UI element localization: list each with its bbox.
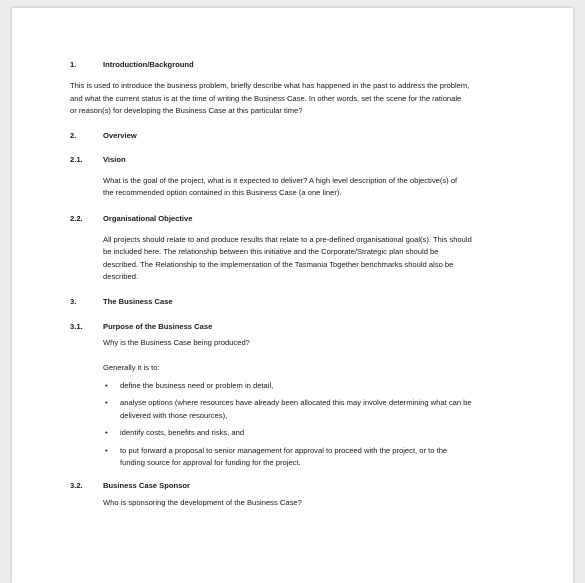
intro-paragraph	[70, 80, 540, 118]
heading-purpose	[70, 321, 540, 334]
text-line: delivered with those resources),	[120, 410, 228, 420]
section-number: 3.1.	[70, 321, 83, 331]
section-title: Overview	[103, 130, 137, 140]
bullet-icon: •	[105, 445, 108, 455]
bullet-icon: •	[105, 398, 108, 407]
purpose-bullet-list	[70, 380, 540, 470]
list-item	[70, 397, 540, 422]
bullet-icon: •	[105, 428, 108, 437]
heading-business-case	[70, 296, 540, 309]
text-line: described.	[103, 272, 139, 281]
section-number: 2.	[70, 130, 77, 140]
section-title: Introduction/Background	[103, 60, 194, 69]
section-title: The Business Case	[103, 296, 173, 306]
heading-sponsor	[70, 480, 540, 493]
section-number: 1.	[70, 60, 77, 69]
text-line: analyse options (where resources have already been allocated this may involve determining what can be	[120, 398, 472, 407]
list-item	[70, 380, 540, 393]
bullet-icon: •	[105, 380, 108, 390]
section-title: Vision	[103, 154, 126, 164]
document-body	[70, 59, 540, 509]
section-title: Business Case Sponsor	[103, 480, 190, 490]
text-line: This is used to introduce the business problem, briefly describe what has happened in the past to address the problem,	[70, 81, 470, 90]
section-title: Organisational Objective	[103, 213, 193, 223]
section-title: Purpose of the Business Case	[103, 321, 213, 331]
text-line: be included here. The relationship between this initiative and the Corporate/Strategic plan should be	[103, 247, 439, 256]
text-line: All projects should relate to and produce results that relate to a pre-defined organisational goal(s). This should	[103, 234, 472, 244]
text-line: define the business need or problem in detail,	[120, 380, 274, 390]
list-item	[70, 427, 540, 440]
section-number: 2.2.	[70, 213, 83, 223]
text-line: identify costs, benefits and risks, and	[120, 428, 245, 437]
text-line: What is the goal of the project, what is it expected to deliver? A high level description of the objective(s) of	[103, 175, 458, 185]
objective-paragraph	[70, 234, 540, 284]
generally-intro: Generally it is to:	[103, 363, 160, 372]
section-number: 3.2.	[70, 480, 83, 490]
vision-paragraph	[70, 175, 540, 200]
text-line: funding source for approval for funding for the project.	[120, 458, 301, 467]
text-line: and what the current status is at the time of writing the Business Case. In other words, set the scene for the rationale	[70, 93, 462, 103]
list-item	[70, 445, 540, 470]
heading-vision	[70, 154, 540, 167]
text-line: or reason(s) for developing the Business Case at this particular time?	[70, 106, 303, 115]
heading-organisational-objective	[70, 213, 540, 226]
heading-overview	[70, 130, 540, 143]
section-number: 3.	[70, 296, 77, 306]
text-line: described. The Relationship to the implementation of the Tasmania Together benchmarks should also be	[103, 259, 454, 269]
section-number: 2.1.	[70, 154, 83, 164]
text-line: the recommended option contained in this Business Case (a one liner).	[103, 188, 342, 197]
purpose-question: Why is the Business Case being produced?	[103, 337, 250, 347]
sponsor-question: Who is sponsoring the development of the Business Case?	[103, 497, 302, 507]
document-page	[12, 8, 573, 583]
text-line: to put forward a proposal to senior management for approval to proceed with the project, or to the	[120, 445, 448, 455]
heading-introduction	[70, 59, 540, 72]
